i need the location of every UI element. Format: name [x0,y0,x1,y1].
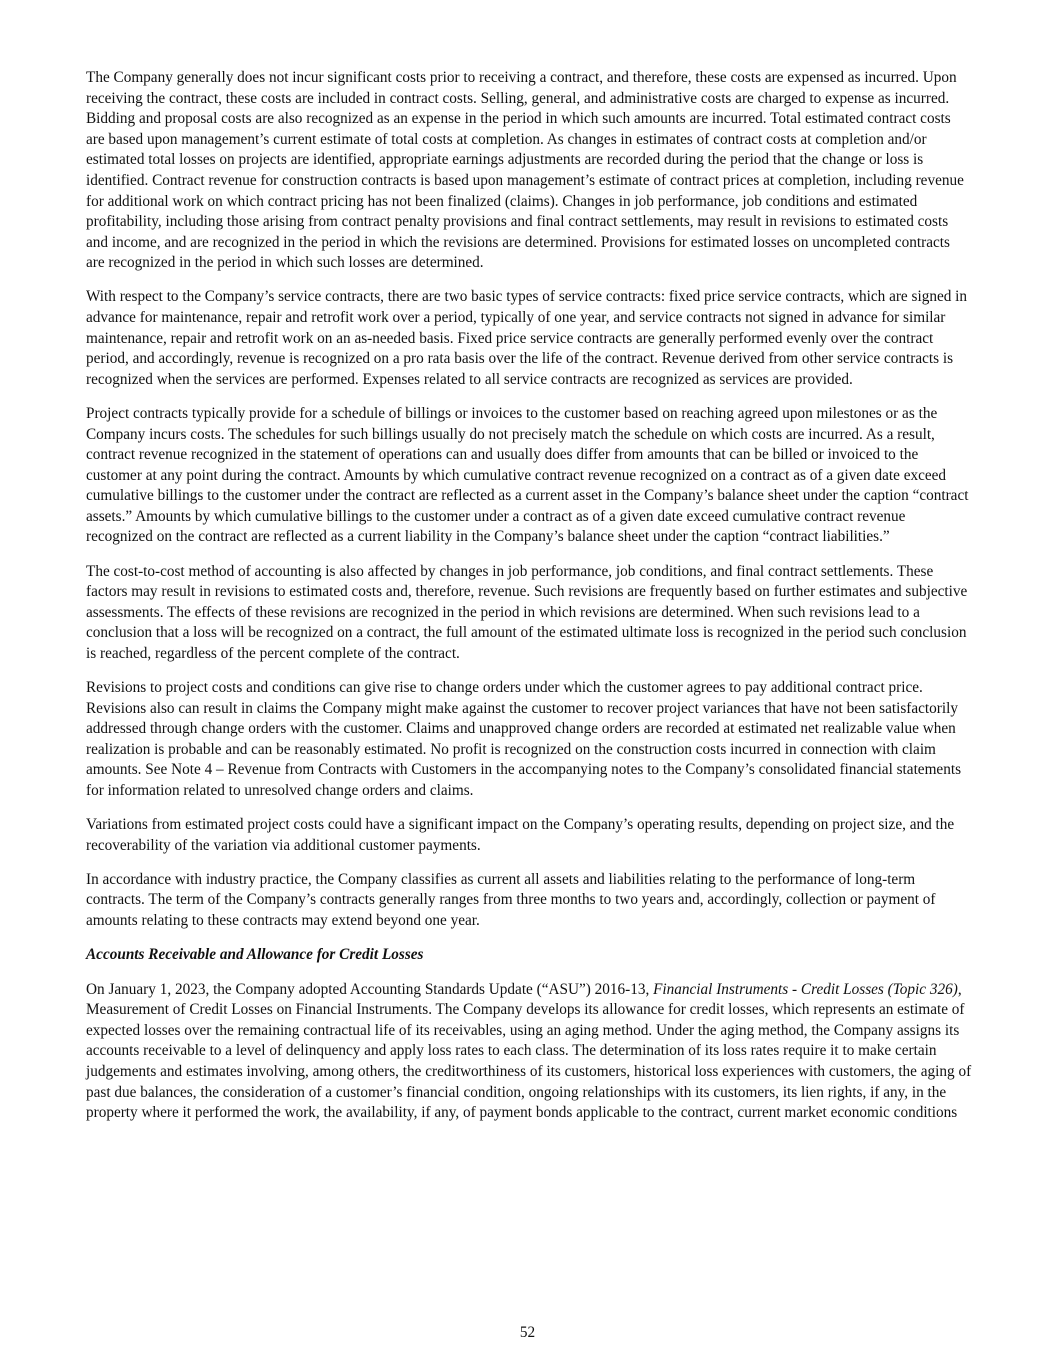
section-heading: Accounts Receivable and Allowance for Credit Losses [86,946,424,964]
page-number: 52 [519,1324,536,1341]
paragraph-industry-practice: In accordance with industry practice, the Company classifies as current all assets and liabilities relating to the performance of long-term contracts. The term of the Company’s contracts generally ranges from three months to two years and, accordingly, collection or payment of amounts relating to these contracts may extend beyond one year. [86,870,936,929]
credit-losses-text-2: , Measurement of Credit Losses on Financial Instruments. The Company develops its allowance for credit losses, which represents an estimate of expected losses over the remaining contractual life of its receivables, using an aging method. Under the aging method, the Company assigns its accounts receivable to a level of delinquency and apply loss rates to each class. The determination of its loss rates require it to make certain judgements and estimates involving, among others, the creditworthiness of its customers, historical loss experiences with customers, the aging of past due balances, the consideration of a customer’s financial condition, ongoing relationships with its customers, its lien rights, if any, in the property where it performed the work, the availability, if any, of payment bonds applicable to the contract, current market economic conditions [86,980,972,1122]
credit-losses-italic-title: Financial Instruments - Credit Losses (Topic 326) [653,980,958,998]
paragraph-service-contracts: With respect to the Company’s service contracts, there are two basic types of service contracts: fixed price service contracts, which are signed in advance for maintenance, repair and retrofit work over a period, typically of one year, and service contracts not signed in advance for similar maintenance, repair and retrofit work on an as-needed basis. Fixed price service contracts are generally performed evenly over the contract period, and accordingly, revenue is recognized on a pro rata basis over the life of the contract. Revenue derived from other service contracts is recognized when the services are performed. Expenses related to all service contracts are recognized as services are provided. [86,288,968,388]
paragraph-revisions: Revisions to project costs and conditions can give rise to change orders under which the customer agrees to pay additional contract price. Revisions also can result in claims the Company might make against the customer to recover project variances that have not been satisfactorily addressed through change orders with the customer. Claims and unapproved change orders are recorded at estimated net realizable value when realization is probable and can be reasonably estimated. No profit is recognized on the construction costs incurred in connection with claim amounts. See Note 4 – Revenue from Contracts with Customers in the accompanying notes to the Company’s consolidated financial statements for information related to unresolved change orders and claims. [86,679,961,799]
paragraph-cost-to-cost: The cost-to-cost method of accounting is also affected by changes in job performance, job conditions, and final contract settlements. These factors may result in revisions to estimated costs and, therefore, revenue. Such revisions are frequently based on further estimates and subjective assessments. The effects of these revisions are recognized in the period in which revisions are determined. When such revisions lead to a conclusion that a loss will be recognized on a contract, the full amount of the estimated ultimate loss is recognized in the period such conclusion is reached, regardless of the percent complete of the contract. [86,562,968,662]
paragraph-contract-costs: The Company generally does not incur significant costs prior to receiving a contract, and therefore, these costs are expensed as incurred. Upon receiving the contract, these costs are included in contract costs. Selling, general, and administrative costs are charged to expense as incurred. Bidding and proposal costs are also recognized as an expense in the period in which such amounts are incurred. Total estimated contract costs are based upon management’s current estimate of total costs at completion. As changes in estimates of contract costs at completion and/or estimated total losses on projects are identified, appropriate earnings adjustments are recorded during the period that the change or loss is identified. Contract revenue for construction contracts is based upon management’s estimate of contract prices at completion, including revenue for additional work on which contract pricing has not been finalized (claims). Changes in job performance, job conditions and estimated profitability, including those arising from contract penalty provisions and final contract settlements, may result in revisions to estimated costs and income, and are recognized in the period in which the revisions are determined. Provisions for estimated losses on uncompleted contracts are recognized in the period in which such losses are determined. [86,69,964,272]
credit-losses-text-1: On January 1, 2023, the Company adopted Accounting Standards Update (“ASU”) 2016-13, [86,980,654,998]
document-page [86,68,972,1137]
paragraph-credit-losses [86,980,972,1124]
paragraph-project-billings: Project contracts typically provide for a schedule of billings or invoices to the customer based on reaching agreed upon milestones or as the Company incurs costs. The schedules for such billings usually do not precisely match the schedule on which costs are incurred. As a result, contract revenue recognized in the statement of operations can and usually does differ from amounts that can be billed or invoiced to the customer at any point during the contract. Amounts by which cumulative contract revenue recognized on a contract as of a given date exceed cumulative billings to the customer under the contract are reflected as a current asset in the Company’s balance sheet under the caption “contract assets.” Amounts by which cumulative billings to the customer under a contract as of a given date exceed cumulative contract revenue recognized on the contract are reflected as a current liability in the Company’s balance sheet under the caption “contract liabilities.” [86,404,969,546]
paragraph-variations: Variations from estimated project costs could have a significant impact on the Company’s operating results, depending on project size, and the recoverability of the variation via additional customer payments. [86,816,955,854]
